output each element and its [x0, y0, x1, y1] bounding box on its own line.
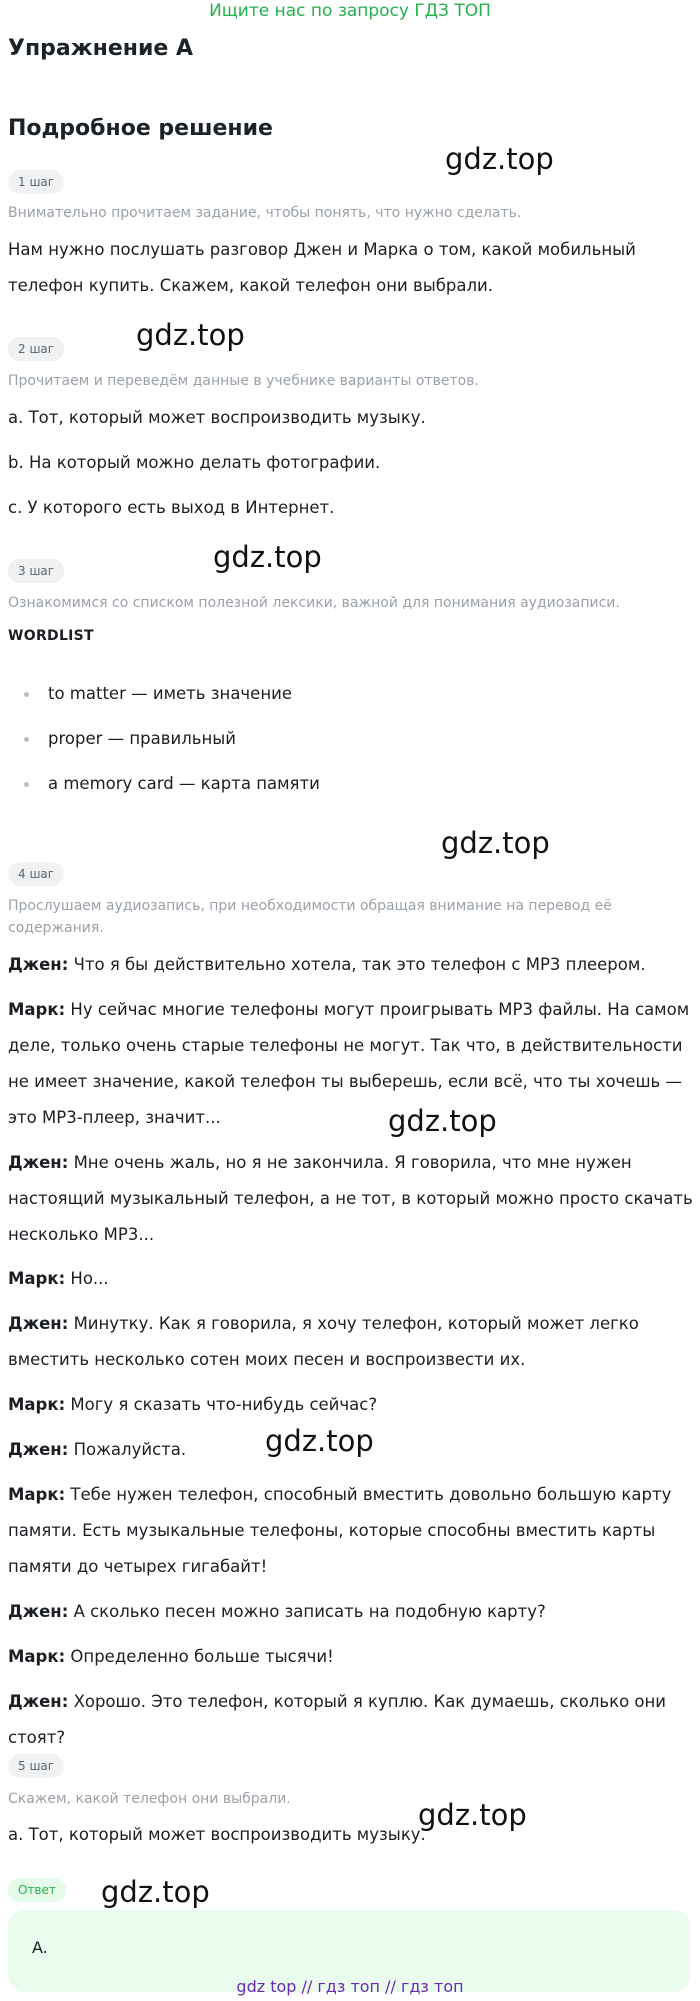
wordlist-item-text: a memory card — карта памяти — [48, 774, 320, 793]
answer-badge: Ответ — [8, 1878, 66, 1902]
step-3-badge: 3 шаг — [8, 559, 64, 583]
speaker-name: Джен: — [8, 1692, 69, 1711]
speaker-name: Джен: — [8, 1440, 69, 1459]
dialogue-text: Пожалуйста. — [73, 1440, 187, 1459]
dialogue-line — [8, 992, 698, 1136]
wordlist-item-text: to matter — иметь значение — [48, 684, 292, 703]
dialogue-text: Минутку. Как я говорила, я хочу телефон, который может легко вместить несколько сотен моих песен и воспроизвести их. — [8, 1314, 639, 1369]
bullet-icon — [24, 782, 29, 787]
watermark: gdz.top — [101, 1875, 210, 1909]
dialogue-text: Мне очень жаль, но я не закончила. Я говорила, что мне нужен настоящий музыкальный телефон, а не тот, в который можно просто скачать несколько MP3... — [8, 1153, 693, 1244]
dialogue-line — [8, 1387, 698, 1423]
watermark: gdz.top — [441, 826, 550, 860]
step-1-text: Нам нужно послушать разговор Джен и Марка о том, какой мобильный телефон купить. Скажем, какой телефон они выбрали. — [8, 240, 636, 295]
watermark: gdz.top — [136, 318, 245, 352]
solution-heading: Подробное решение — [8, 116, 273, 141]
dialogue-line — [8, 1477, 698, 1585]
speaker-name: Марк: — [8, 1269, 66, 1288]
step-5-text: a. Тот, который может воспроизводить музыку. — [8, 1825, 426, 1844]
watermark: gdz.top — [418, 1798, 527, 1832]
page-title: Упражнение A — [8, 36, 193, 61]
step-2-badge: 2 шаг — [8, 337, 64, 361]
speaker-name: Марк: — [8, 1485, 66, 1504]
dialogue-text: Что я бы действительно хотела, так это телефон с MP3 плеером. — [73, 955, 646, 974]
dialogue-text: Тебе нужен телефон, способный вместить довольно большую карту памяти. Есть музыкальные телефоны, которые способны вместить карты памяти до четырех гигабайт! — [8, 1485, 672, 1576]
step-5-hint: Скажем, какой телефон они выбрали. — [8, 1791, 291, 1807]
step-5-badge: 5 шаг — [8, 1754, 64, 1778]
dialogue-text: Ну сейчас многие телефоны могут проигрывать MP3 файлы. На самом деле, только очень старые телефоны не могут. Так что, в действительности не имеет значение, какой телефон ты выберешь, если всё, что ты хочешь — это MP3-плеер, значит... — [8, 1000, 690, 1127]
watermark: gdz.top — [265, 1424, 374, 1458]
wordlist-item-text: proper — правильный — [48, 729, 237, 748]
watermark: gdz.top — [388, 1104, 497, 1138]
option-c: c. У которого есть выход в Интернет. — [8, 498, 335, 517]
option-a: a. Тот, который может воспроизводить музыку. — [8, 408, 426, 427]
answer-text: A. — [32, 1938, 48, 1957]
step-4-hint: Прослушаем аудиозапись, при необходимости обращая внимание на перевод её содержания. — [8, 898, 612, 936]
watermark: gdz.top — [445, 142, 554, 176]
dialogue-text: Хорошо. Это телефон, который я куплю. Как думаешь, сколько они стоят? — [8, 1692, 667, 1747]
speaker-name: Джен: — [8, 1153, 69, 1172]
dialogue-text: Могу я сказать что-нибудь сейчас? — [70, 1395, 378, 1414]
wordlist-title: WORDLIST — [8, 628, 94, 644]
step-1-badge: 1 шаг — [8, 170, 64, 194]
step-1-hint: Внимательно прочитаем задание, чтобы понять, что нужно сделать. — [8, 205, 522, 221]
bullet-icon — [24, 737, 29, 742]
dialogue-line — [8, 1594, 698, 1630]
step-3-hint: Ознакомимся со списком полезной лексики, важной для понимания аудиозаписи. — [8, 595, 620, 611]
dialogue-line — [8, 1306, 698, 1378]
watermark: gdz.top — [213, 540, 322, 574]
search-banner: Ищите нас по запросу ГДЗ ТОП — [209, 1, 491, 21]
dialogue-line — [8, 1639, 698, 1675]
option-b: b. На который можно делать фотографии. — [8, 453, 381, 472]
dialogue-text: А сколько песен можно записать на подобную карту? — [73, 1602, 546, 1621]
dialogue-text: Определенно больше тысячи! — [70, 1647, 334, 1666]
dialogue-line — [8, 1684, 698, 1756]
speaker-name: Марк: — [8, 1000, 66, 1019]
dialogue-line — [8, 947, 698, 983]
bullet-icon — [24, 692, 29, 697]
speaker-name: Джен: — [8, 1602, 69, 1621]
dialogue-line — [8, 1145, 698, 1253]
dialogue-text: Но... — [70, 1269, 109, 1288]
speaker-name: Джен: — [8, 1314, 69, 1333]
speaker-name: Марк: — [8, 1395, 66, 1414]
speaker-name: Марк: — [8, 1647, 66, 1666]
step-2-hint: Прочитаем и переведём данные в учебнике варианты ответов. — [8, 373, 479, 389]
footer-links[interactable]: gdz top // гдз топ // гдз топ — [236, 1977, 464, 1996]
step-4-badge: 4 шаг — [8, 862, 64, 886]
speaker-name: Джен: — [8, 955, 69, 974]
dialogue-line — [8, 1261, 698, 1297]
